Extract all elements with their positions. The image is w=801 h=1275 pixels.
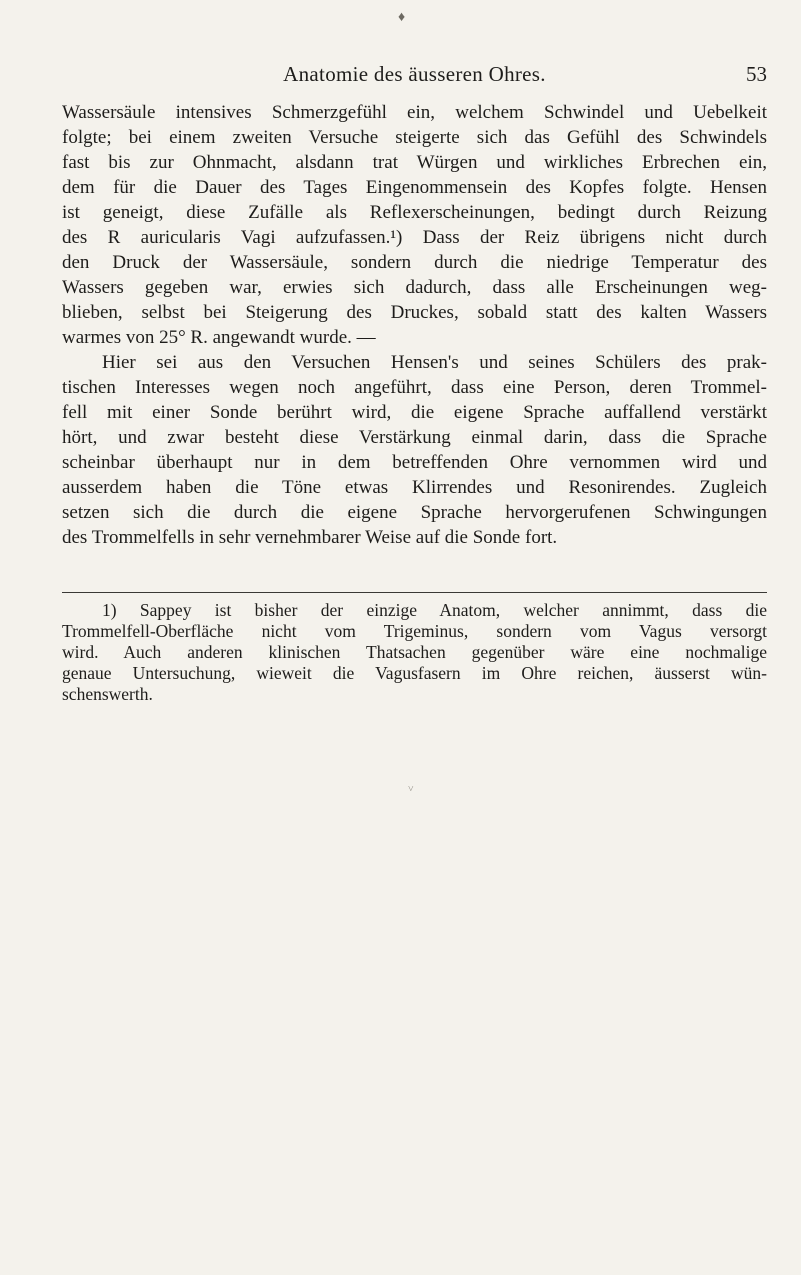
footnote-line: Trommelfell-Oberfläche nicht vom Trigeminus, sondern vom Vagus versorgt [62,621,767,641]
footnote-divider [62,592,767,593]
text-line: folgte; bei einem zweiten Versuche steigerte sich das Gefühl des Schwindels [62,127,767,148]
text-line: blieben, selbst bei Steigerung des Druckes, sobald statt des kalten Wassers [62,302,767,323]
text-line: ist geneigt, diese Zufälle als Reflexerscheinungen, bedingt durch Reizung [62,202,767,223]
text-line: scheinbar überhaupt nur in dem betreffenden Ohre vernommen wird und [62,452,767,473]
footnote-line: genaue Untersuchung, wieweit die Vagusfasern im Ohre reichen, äusserst wün- [62,663,767,683]
printing-mark-top: ♦ [398,10,406,25]
text-line: fast bis zur Ohnmacht, alsdann trat Würgen und wirkliches Erbrechen ein, [62,152,767,173]
text-line: Wassers gegeben war, erwies sich dadurch, dass alle Erscheinungen weg- [62,277,767,298]
text-line: dem für die Dauer des Tages Eingenommensein des Kopfes folgte. Hensen [62,177,767,198]
text-line: Wassersäule intensives Schmerzgefühl ein, welchem Schwindel und Uebelkeit [62,102,767,123]
footnote-section [62,600,767,705]
footnote-line: schenswerth. [62,684,153,704]
text-line: Hier sei aus den Versuchen Hensen's und seines Schülers des prak- [102,352,767,373]
printing-mark-bottom: ˅ [408,784,414,795]
text-line: warmes von 25° R. angewandt wurde. — [62,327,376,348]
header-title: Anatomie des äusseren Ohres. [283,62,546,86]
footnote-line: 1) Sappey ist bisher der einzige Anatom, welcher annimmt, dass die [102,600,767,620]
running-header [62,62,767,92]
text-line: ausserdem haben die Töne etwas Klirrendes und Resonirendes. Zugleich [62,477,767,498]
text-line: setzen sich die durch die eigene Sprache hervorgerufenen Schwingungen [62,502,767,523]
text-line: tischen Interesses wegen noch angeführt, dass eine Person, deren Trommel- [62,377,767,398]
text-line: hört, und zwar besteht diese Verstärkung einmal darin, dass die Sprache [62,427,767,448]
text-line: des R auricularis Vagi aufzufassen.¹) Dass der Reiz übrigens nicht durch [62,227,767,248]
text-line: den Druck der Wassersäule, sondern durch die niedrige Temperatur des [62,252,767,273]
page-number: 53 [746,62,767,86]
footnote-line: wird. Auch anderen klinischen Thatsachen gegenüber wäre eine nochmalige [62,642,767,662]
main-text [62,100,767,550]
text-line: des Trommelfells in sehr vernehmbarer Weise auf die Sonde fort. [62,527,558,548]
text-line: fell mit einer Sonde berührt wird, die eigene Sprache auffallend verstärkt [62,402,767,423]
